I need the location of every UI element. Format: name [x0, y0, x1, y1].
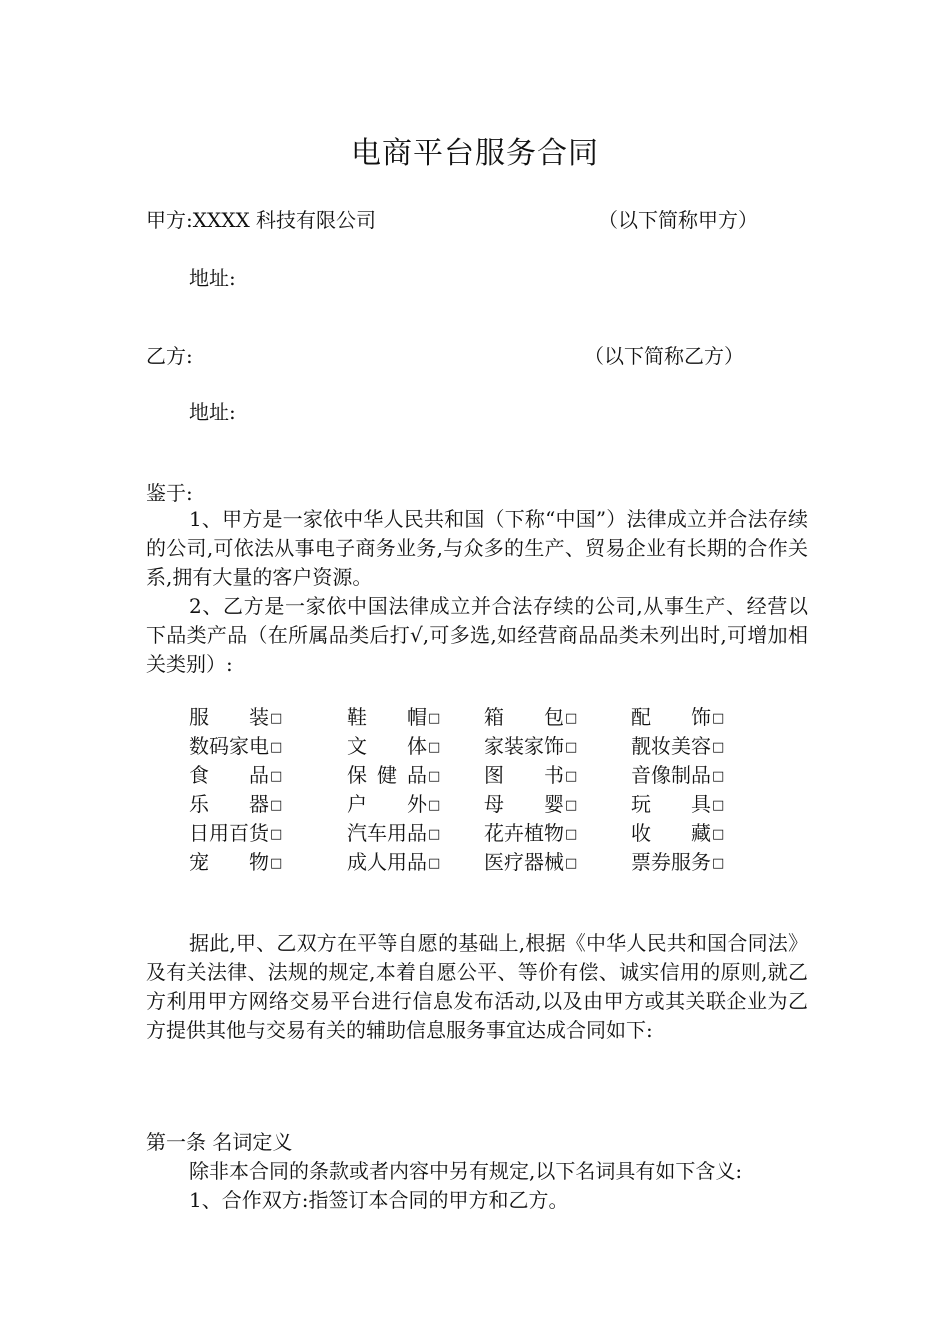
category-item: [347, 819, 440, 849]
category-row: [189, 819, 749, 848]
agreement-paragraph: 据此,甲、乙双方在平等自愿的基础上,根据《中华人民共和国合同法》及有关法律、法规的规定,本着自愿公平、等价有偿、诚实信用的原则,就乙方利用甲方网络交易平台进行信息发布活动,以及由甲方或其关联企业为乙方提供其他与交易有关的辅助信息服务事宜达成合同如下:: [146, 931, 808, 1042]
category-label: 文体: [347, 734, 427, 758]
category-item: [189, 703, 282, 733]
category-label: 乐器: [189, 792, 269, 816]
category-label: 花卉植物: [484, 821, 564, 845]
category-label: 配饰: [631, 705, 711, 729]
category-label: 户外: [347, 792, 427, 816]
category-label: 食品: [189, 763, 269, 787]
category-item: [347, 848, 440, 878]
category-checkbox[interactable]: □: [712, 798, 725, 813]
category-label: 音像制品: [631, 763, 711, 787]
category-label: 收藏: [631, 821, 711, 845]
category-item: [484, 732, 577, 762]
category-label: 保健品: [347, 763, 427, 787]
category-item: [484, 761, 577, 791]
category-row: [189, 732, 749, 761]
category-item: [347, 761, 440, 791]
category-label: 玩具: [631, 792, 711, 816]
category-checkbox[interactable]: □: [270, 769, 283, 784]
category-label: 医疗器械: [484, 850, 564, 874]
category-item: [631, 819, 724, 849]
whereas-item-1: 1、甲方是一家依中华人民共和国（下称“中国”）法律成立并合法存续的公司,可依法从事电子商务业务,与众多的生产、贸易企业有长期的合作关系,拥有大量的客户资源。: [146, 507, 808, 589]
category-item: [189, 848, 282, 878]
category-checkbox[interactable]: □: [428, 711, 441, 726]
party-b-label: 乙方:: [146, 344, 193, 368]
category-item: [347, 790, 440, 820]
category-label: 成人用品: [347, 850, 427, 874]
category-checkbox[interactable]: □: [712, 827, 725, 842]
category-checkbox[interactable]: □: [270, 827, 283, 842]
whereas-item-2: 2、乙方是一家依中国法律成立并合法存续的公司,从事生产、经营以下品类产品（在所属品类后打√,可多选,如经营商品品类未列出时,可增加相关类别）:: [146, 594, 808, 676]
category-checkbox[interactable]: □: [270, 711, 283, 726]
category-item: [189, 790, 282, 820]
category-checkbox[interactable]: □: [565, 769, 578, 784]
category-label: 宠物: [189, 850, 269, 874]
category-checkbox[interactable]: □: [428, 798, 441, 813]
category-checkbox[interactable]: □: [565, 711, 578, 726]
category-label: 汽车用品: [347, 821, 427, 845]
party-b-alias: （以下简称乙方）: [584, 344, 744, 368]
category-item: [631, 761, 724, 791]
category-checkbox[interactable]: □: [428, 856, 441, 871]
category-item: [189, 761, 282, 791]
category-checkbox[interactable]: □: [712, 856, 725, 871]
category-checkbox[interactable]: □: [565, 798, 578, 813]
category-item: [631, 848, 724, 878]
category-checkbox[interactable]: □: [565, 740, 578, 755]
category-label: 票券服务: [631, 850, 711, 874]
category-row: [189, 703, 749, 732]
category-label: 母婴: [484, 792, 564, 816]
category-label: 日用百货: [189, 821, 269, 845]
category-label: 家装家饰: [484, 734, 564, 758]
category-label: 靓妆美容: [631, 734, 711, 758]
category-checkbox[interactable]: □: [712, 740, 725, 755]
page-title: 电商平台服务合同: [351, 136, 599, 171]
category-checkbox[interactable]: □: [428, 769, 441, 784]
category-checkbox[interactable]: □: [712, 769, 725, 784]
party-a-label: 甲方:XXXX 科技有限公司: [146, 208, 377, 232]
category-label: 鞋帽: [347, 705, 427, 729]
category-label: 数码家电: [189, 734, 269, 758]
category-item: [484, 790, 577, 820]
category-item: [484, 703, 577, 733]
category-item: [631, 703, 724, 733]
category-row: [189, 790, 749, 819]
category-checkbox[interactable]: □: [428, 827, 441, 842]
category-checkbox[interactable]: □: [270, 798, 283, 813]
category-label: 图书: [484, 763, 564, 787]
party-a-alias: （以下简称甲方）: [598, 208, 758, 232]
category-item: [189, 819, 282, 849]
category-item: [631, 732, 724, 762]
category-item: [484, 819, 577, 849]
category-item: [347, 703, 440, 733]
article-1-intro: 除非本合同的条款或者内容中另有规定,以下名词具有如下含义:: [189, 1159, 743, 1183]
whereas-heading: 鉴于:: [146, 481, 193, 505]
category-label: 服装: [189, 705, 269, 729]
category-item: [484, 848, 577, 878]
article-1-heading: 第一条 名词定义: [146, 1130, 293, 1154]
category-checkbox[interactable]: □: [712, 711, 725, 726]
party-b-address-label: 地址:: [189, 400, 236, 424]
category-item: [631, 790, 724, 820]
category-row: [189, 761, 749, 790]
article-1-item-1: 1、合作双方:指签订本合同的甲方和乙方。: [189, 1188, 569, 1212]
category-item: [189, 732, 282, 762]
category-row: [189, 848, 749, 877]
category-checkbox[interactable]: □: [270, 856, 283, 871]
category-checkbox[interactable]: □: [565, 827, 578, 842]
category-checkbox[interactable]: □: [565, 856, 578, 871]
category-item: [347, 732, 440, 762]
category-checkbox[interactable]: □: [428, 740, 441, 755]
category-checkbox[interactable]: □: [270, 740, 283, 755]
category-label: 箱包: [484, 705, 564, 729]
party-a-address-label: 地址:: [189, 266, 236, 290]
category-checklist: [189, 703, 749, 877]
